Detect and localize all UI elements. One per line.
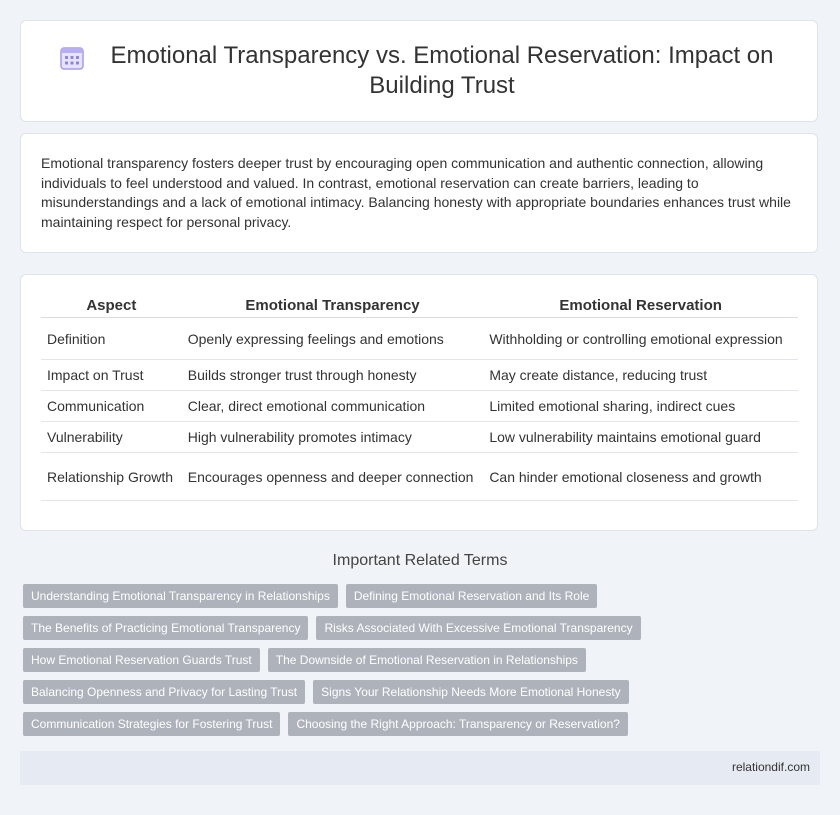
table-row <box>41 422 798 453</box>
table-cell: Limited emotional sharing, indirect cues <box>483 391 798 422</box>
table-row <box>41 318 798 360</box>
tag-row <box>23 712 823 736</box>
summary-card <box>20 133 818 253</box>
related-term-tag[interactable]: Choosing the Right Approach: Transparency or Reservation? <box>288 712 628 736</box>
table-row <box>41 453 798 501</box>
table-cell: Openly expressing feelings and emotions <box>182 318 484 360</box>
related-term-tag[interactable]: Defining Emotional Reservation and Its Role <box>346 584 597 608</box>
table-cell: Can hinder emotional closeness and growth <box>483 453 798 501</box>
related-term-tag[interactable]: How Emotional Reservation Guards Trust <box>23 648 260 672</box>
header-transparency: Emotional Transparency <box>182 295 484 318</box>
page-title: Emotional Transparency vs. Emotional Reservation: Impact on Building Trust <box>110 42 774 99</box>
table-cell: Encourages openness and deeper connection <box>182 453 484 501</box>
table-cell: Low vulnerability maintains emotional guard <box>483 422 798 453</box>
table-cell: High vulnerability promotes intimacy <box>182 422 484 453</box>
tag-row <box>23 616 823 640</box>
header-reservation: Emotional Reservation <box>483 295 798 318</box>
tag-row <box>23 680 823 704</box>
related-term-tag[interactable]: Understanding Emotional Transparency in Relationships <box>23 584 338 608</box>
table-cell: Clear, direct emotional communication <box>182 391 484 422</box>
tag-row <box>23 584 823 608</box>
table-cell: Impact on Trust <box>41 360 182 391</box>
table-row <box>41 391 798 422</box>
footer <box>20 751 820 785</box>
table-row <box>41 360 798 391</box>
footer-site-link[interactable]: relationdif.com <box>731 760 810 774</box>
table-cell: Relationship Growth <box>41 453 182 501</box>
table-cell: Definition <box>41 318 182 360</box>
comparison-card <box>20 274 818 531</box>
table-header-row <box>41 295 798 318</box>
header-aspect: Aspect <box>41 295 182 318</box>
table-cell: Withholding or controlling emotional expression <box>483 318 798 360</box>
related-terms-list <box>23 584 823 744</box>
title-wrap <box>59 41 779 101</box>
calendar-grid-icon <box>59 45 85 71</box>
table-cell: Communication <box>41 391 182 422</box>
related-terms-title: Important Related Terms <box>332 552 508 569</box>
summary-text: Emotional transparency fosters deeper trust by encouraging open communication and authentic connection, allowing individuals to feel understood and valued. In contrast, emotional reservation can create barriers, leading to misunderstandings and a lack of emotional intimacy. Balancing honesty with appropriate boundaries enhances trust while maintaining respect for personal privacy. <box>41 155 791 230</box>
tag-row <box>23 648 823 672</box>
table-cell: Builds stronger trust through honesty <box>182 360 484 391</box>
related-term-tag[interactable]: Balancing Openness and Privacy for Lasting Trust <box>23 680 305 704</box>
related-term-tag[interactable]: The Benefits of Practicing Emotional Transparency <box>23 616 308 640</box>
related-term-tag[interactable]: Communication Strategies for Fostering Trust <box>23 712 280 736</box>
header-card <box>20 20 818 122</box>
related-term-tag[interactable]: The Downside of Emotional Reservation in Relationships <box>268 648 586 672</box>
table-cell: May create distance, reducing trust <box>483 360 798 391</box>
related-term-tag[interactable]: Signs Your Relationship Needs More Emotional Honesty <box>313 680 629 704</box>
table-cell: Vulnerability <box>41 422 182 453</box>
related-term-tag[interactable]: Risks Associated With Excessive Emotional Transparency <box>316 616 640 640</box>
comparison-table <box>41 295 798 501</box>
